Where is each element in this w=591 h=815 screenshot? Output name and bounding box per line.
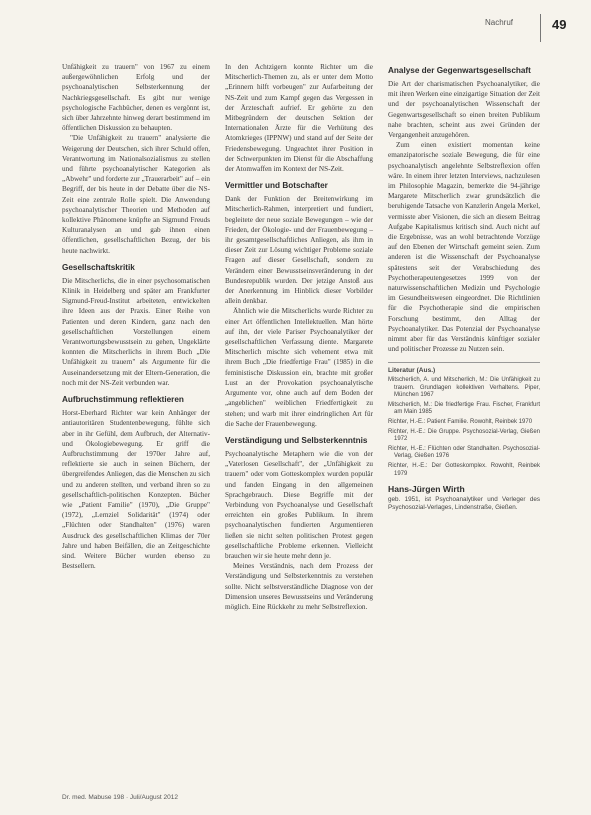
running-head: Nachruf [484, 18, 513, 27]
section-heading: Verständigung und Selbsterkenntnis [225, 435, 368, 445]
column-1 [62, 62, 210, 571]
author-bio: geb. 1951, ist Psychoanalytiker und Verleger des Psychosozial-Verlages, Lindenstraße, Gießen. [388, 496, 540, 512]
section-heading: Analyse der Gegenwartsgesellschaft [388, 66, 531, 75]
literature-entry: Richter, H.-E.: Patient Familie. Rowohlt, Reinbek 1970 [388, 419, 533, 426]
column-2 [225, 62, 373, 612]
paragraph: Horst-Eberhard Richter war kein Anhänger der antiautoritären Studentenbewegung, fühlte sich aber in ihr Gefühl, dem Aufbruch, der Alternativ- und Ökologiebewegung. Er griff die Aufbruchstimmung der 1970er Jahre auf, reflektierte sie auch in seinen Büchern, der übergreifendes Anliegen, das die Menschen zu sich und zu anderen stellten, und verband ihren so zu gesellschaftlich-politischen Konzepten. Bücher wie „Patient Familie" (1970), „Die Gruppe" (1972), „Lernziel Solidarität" (1974) oder „Flüchten oder Standhalten" (1976) waren Ausdruck des gesellschaftlichen Klimas der 70er Jahre und haben Beifällen, die an Zeitgeschichte sind. Weitere Bücher wurden ebenso zu Bestsellern. [62, 409, 210, 571]
paragraph: In den Achtzigern konnte Richter um die Mitscherlich-Themen zu, als er unter dem Motto „Erinnern hilft vorbeugen" zur Aufarbeitung der NS-Zeit und zum Kampf gegen das Vergessen in der Ärzteschaft aufrief. Er gehörte zu den Mitbegründern der deutschen Sektion der Internationalen Ärzte für die Verhütung des Atomkrieges (IPPNW) und stand auf der Seite der Friedensbewegung. Ungeachtet ihrer Position in der Schwerpunkten im Dienst für die Abschaffung der Atomwaffen im Kontext der NS-Zeit. [225, 63, 373, 174]
paragraph: Meines Verständnis, nach dem Prozess der Verständigung und Selbsterkenntnis zu verstehen sollte. Nicht selbstverständliche Diagnose von der Dimension unseres Bewusstseins und Veränderung möglich. Eine Rückkehr zu mehr Selbstreflexion. [225, 562, 373, 611]
paragraph: Psychoanalytische Metaphern wie die von der „Vaterlosen Gesellschaft", der „Unfähigkeit zu trauern" oder vom Gotteskomplex wurden populär und fanden Eingang in den allgemeinen Sprachgebrauch. Diese Begriffe mit der Verbindung von Psychoanalyse und Gesellschaft erreichten ein großes Publikum. In ihrem psychoanalytischen fundierten Argumentieren ließen sie nicht selten politischen Protest gegen gesellschaftliche Probleme erkennen. Vielleicht brauchen wir sie heute mehr denn je. [225, 449, 373, 560]
literature-entry: Mitscherlich, A. und Mitscherlich, M.: Die Unfähigkeit zu trauern. Grundlagen kollektiven Verhaltens. Piper, München 1967 [388, 377, 540, 399]
section-heading: Aufbruchstimmung reflektieren [62, 395, 184, 405]
literature-entry: Richter, H.-E.: Der Gotteskomplex. Rowohlt, Reinbek 1979 [388, 463, 540, 477]
literature-entry: Richter, H.-E.: Flüchten oder Standhalten. Psychosozial-Verlag, Gießen 1976 [388, 445, 540, 460]
header-divider [540, 14, 541, 42]
page-footer: Dr. med. Mabuse 198 · Juli/August 2012 [62, 794, 178, 801]
paragraph: Ähnlich wie die Mitscherlichs wurde Richter zu einer Art öffentlichen Intellektuellen. Man hörte auf ihn, der viele Pariser Psychoanalytiker der gesellschaftlichen Verfassung diente. Margarete Mitscherlich mischte sich vehement etwa mit ihrem Buch „Die friedfertige Frau" (1985) in die feministische Diskussion ein, brachte mit großer Lust an der Provokation psychoanalytische Argumente vor, ohne auch auf dem Boden der „angeblichen" weiblichen Friedfertigkeit zu stehen; und warb mit ihrer eindringlichen Art für die Sache der Frauenbewegung. [225, 307, 373, 428]
paragraph: "Die Unfähigkeit zu trauern" analysierte die Weigerung der Deutschen, sich ihrer Schuld offen, Verantwortung im Nationalsozialismus zu stellen und führte psychoanalytischer Kategorien als „Abwehr" und forderte zur „Trauerarbeit" auf – ein Begriff, der bis heute in der Debatte über die NS-Zeit eine zentrale Rolle spielt. Die Anwendung psychoanalytischer Theorien und Methoden auf kollektive Phänomene knüpfte an Sigmund Freuds Kulturanalysen an und gab ihnen einen öffentlichen, gesellschaftlichen Bezug, der bis heute nachwirkt. [62, 134, 210, 255]
section-heading: Gesellschaftskritik [62, 262, 135, 272]
page-number: 49 [552, 17, 567, 32]
column-3 [388, 62, 540, 512]
section-heading: Vermittler und Botschafter [225, 181, 328, 191]
paragraph: Dank der Funktion der Breitenwirkung im Mitscherlich-Rahmen, interpretiert und fundiert, begleitete der neue soziale Bewegungen – wie der Frieden, der Ökologie- und der Frauenbewegung – ihr gesamtgesellschaftliches Anliegen, als ihm in dieser Zeit zur Lösung wichtiger Probleme soziale Fragen auf dieser Gesellschaft, sondern zu Verändern einer Bewusstseinsveränderung in der Bundesrepublik wurden. Der jetzige Anstoß aus der Anerkennung im Hinblick dieser Vorbilder allein denkbar. [225, 195, 373, 306]
paragraph: Zum einen existiert momentan keine emanzipatorische soziale Bewegung, die für eine psychoanalytisch angelehnte Selbstreflexion offen wäre. In einem ihrer letzten Interviews, nachzulesen im Philosophie Magazin, bemerkte die 94-jährige Margarete Mitscherlich zwar grundsätzlich die beruhigende Tatsache von Kanzlerin Angela Merkel, vermisste aber Visionen, die sich an diesem Beitrag Aufgabe Kapitalismus kritisch sind. Auch nicht auf die Ergebnisse, was an wohl betrachtende Vorzüge auf den Ebenen der Wirtschaft gemeint seien. Zum anderen ist die Wissenschaft der Psychoanalyse spätestens seit der Verabschiedung des Psychotherapeutengesetzes 1999 von der naturwissenschaftlichen Medizin und Psychologie im Gesundheitswesen eingeordnet. Die Richtlinien für die Psychotherapie sind die empirischen Forschung bestimmt, den Alltag der Psychoanalytiker. Das Potenzial der Psychoanalyse nimmt aber für das Verständnis künftiger sozialer und politischer Prozesse zu Nutzen sein. [388, 141, 540, 354]
literature-entry: Mitscherlich, M.: Die friedfertige Frau. Fischer, Frankfurt am Main 1985 [388, 401, 540, 416]
literature-title: Literatur (Aus.) [388, 367, 436, 375]
paragraph: Die Mitscherlichs, die in einer psychosomatischen Klinik in Heidelberg und später am Frankfurter Sigmund-Freud-Institut arbeiteten, entwickelten ihre Ideen aus der Praxis. Einer Reihe von Patienten und deren Kindern, ganz nach den gesellschaftlichen Vorstellungen einem Verantwortungsbewusstsein zu gehen, Ungeklärte konnten die Mitscherlichs in ihrem Buch „Die Unfähigkeit zu trauern" als Argumente für die Auseinandersetzung mit der Eltern-Generation, die noch mit der NS-Zeit verbunden war. [62, 276, 210, 387]
literature-entry: Richter, H.-E.: Die Gruppe. Psychosozial-Verlag, Gießen 1972 [388, 428, 540, 443]
paragraph: Unfähigkeit zu trauern" von 1967 zu einem außergewöhnlichen Erfolg und der psychoanalytischen Selbsterkennung der Nachkriegsgesellschaft. Es gibt nur wenige psychologische Fachbücher, denen es vergönnt ist, sich über Jahrzehnte hinweg derart bestimmend im öffentlichen Diskussion zu behaupten. [62, 63, 210, 133]
author-name: Hans-Jürgen Wirth [388, 484, 465, 495]
literature-box [388, 362, 540, 478]
paragraph: Die Art der charismatischen Psychoanalytiker, die mit ihren Werken eine einzigartige Situation der Zeit und der psychoanalytischen Wissenschaft der Gegenwartsgesellschaft so einen breiten Publikum nahe brachten, scheint aus zwei Gründen der Vergangenheit anzugehören. [388, 80, 540, 140]
